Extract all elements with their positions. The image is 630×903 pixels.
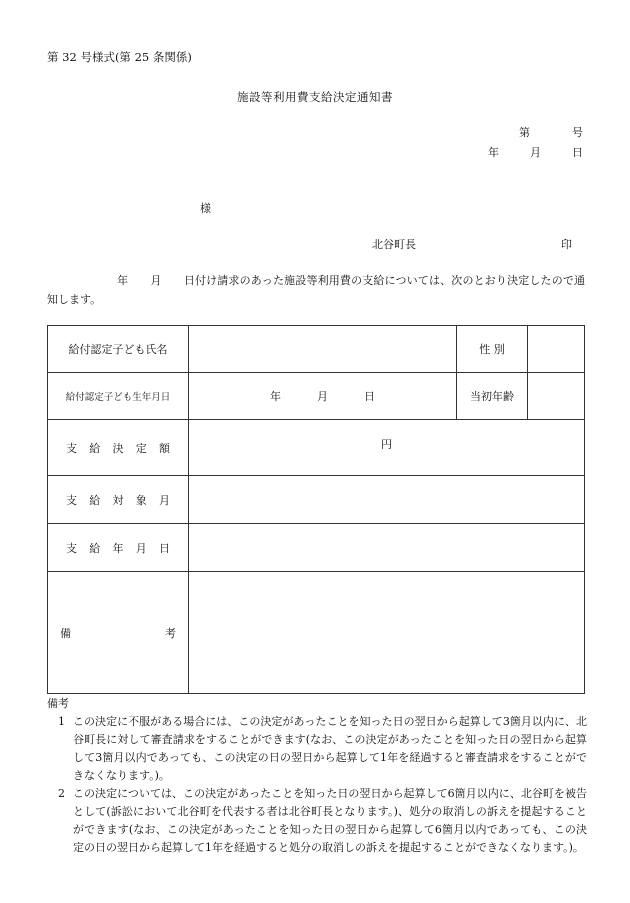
date-year-label: 年 <box>488 146 499 159</box>
note-text: この決定については、この決定があったことを知った日の翌日から起算して6箇月以内に、北谷町を被告として(訴訟において北谷町を代表する者は北谷町長となります。)、処分の取消しの訴えを提起することができます(なお、この決定があったことを知った日の翌日から起算して6箇月以内であっても、この決定の日の翌日から起算して1年を経過すると処分の取消しの訴えを提起することができなくなります。)。 <box>73 787 587 854</box>
child-name-label: 給付認定子ども氏名 <box>48 326 189 373</box>
yen-unit: 円 <box>381 438 392 451</box>
number-suffix: 号 <box>572 126 583 139</box>
intro-text: 日付け請求のあった施設等利用費の支給については、次のとおり決定したので通知します。 <box>47 274 586 306</box>
birth-year-label: 年 <box>270 390 281 403</box>
number-prefix: 第 <box>519 126 530 139</box>
child-name-field <box>189 326 457 373</box>
remarks-label: 備考 <box>48 572 189 694</box>
initial-age-label: 当初年齢 <box>457 373 528 420</box>
addressee-suffix: 様 <box>200 202 211 215</box>
intro-month-label: 月 <box>150 274 162 287</box>
gender-field <box>528 326 585 373</box>
birth-day-label: 日 <box>364 390 375 403</box>
pay-date-label: 支給年月日 <box>48 524 189 572</box>
document-title: 施設等利用費支給決定通知書 <box>237 90 393 104</box>
document-numbering <box>488 123 583 163</box>
intro-paragraph <box>47 271 585 309</box>
target-month-field <box>189 476 585 524</box>
pay-date-field <box>189 524 585 572</box>
notes-section <box>47 695 587 857</box>
birth-month-label: 月 <box>317 390 328 403</box>
form-number: 第 32 号様式(第 25 条関係) <box>47 50 192 64</box>
amount-label: 支給決定額 <box>48 420 189 476</box>
initial-age-field <box>528 373 585 420</box>
date-month-label: 月 <box>530 146 541 159</box>
note-item <box>47 785 587 857</box>
decision-table <box>47 325 585 694</box>
seal-mark: 印 <box>561 238 572 251</box>
date-day-label: 日 <box>572 146 583 159</box>
note-number: 2 <box>58 787 65 800</box>
target-month-label: 支給対象月 <box>48 476 189 524</box>
birthdate-field <box>189 373 457 420</box>
note-number: 1 <box>58 715 65 728</box>
notes-heading: 備考 <box>47 697 69 710</box>
issuer-name: 北谷町長 <box>372 238 416 251</box>
amount-field <box>189 420 585 476</box>
note-text: この決定に不服がある場合には、この決定があったことを知った日の翌日から起算して3箇月以内に、北谷町長に対して審査請求をすることができます(なお、この決定があったことを知った日の翌日から起算して3箇月以内であっても、この決定の日の翌日から起算して1年を経過すると審査請求をすることができなくなります。)。 <box>73 715 587 782</box>
intro-year-label: 年 <box>117 274 129 287</box>
remarks-field <box>189 572 585 694</box>
birthdate-label: 給付認定子ども生年月日 <box>48 373 189 420</box>
gender-label: 性 別 <box>457 326 528 373</box>
note-item <box>47 713 587 785</box>
